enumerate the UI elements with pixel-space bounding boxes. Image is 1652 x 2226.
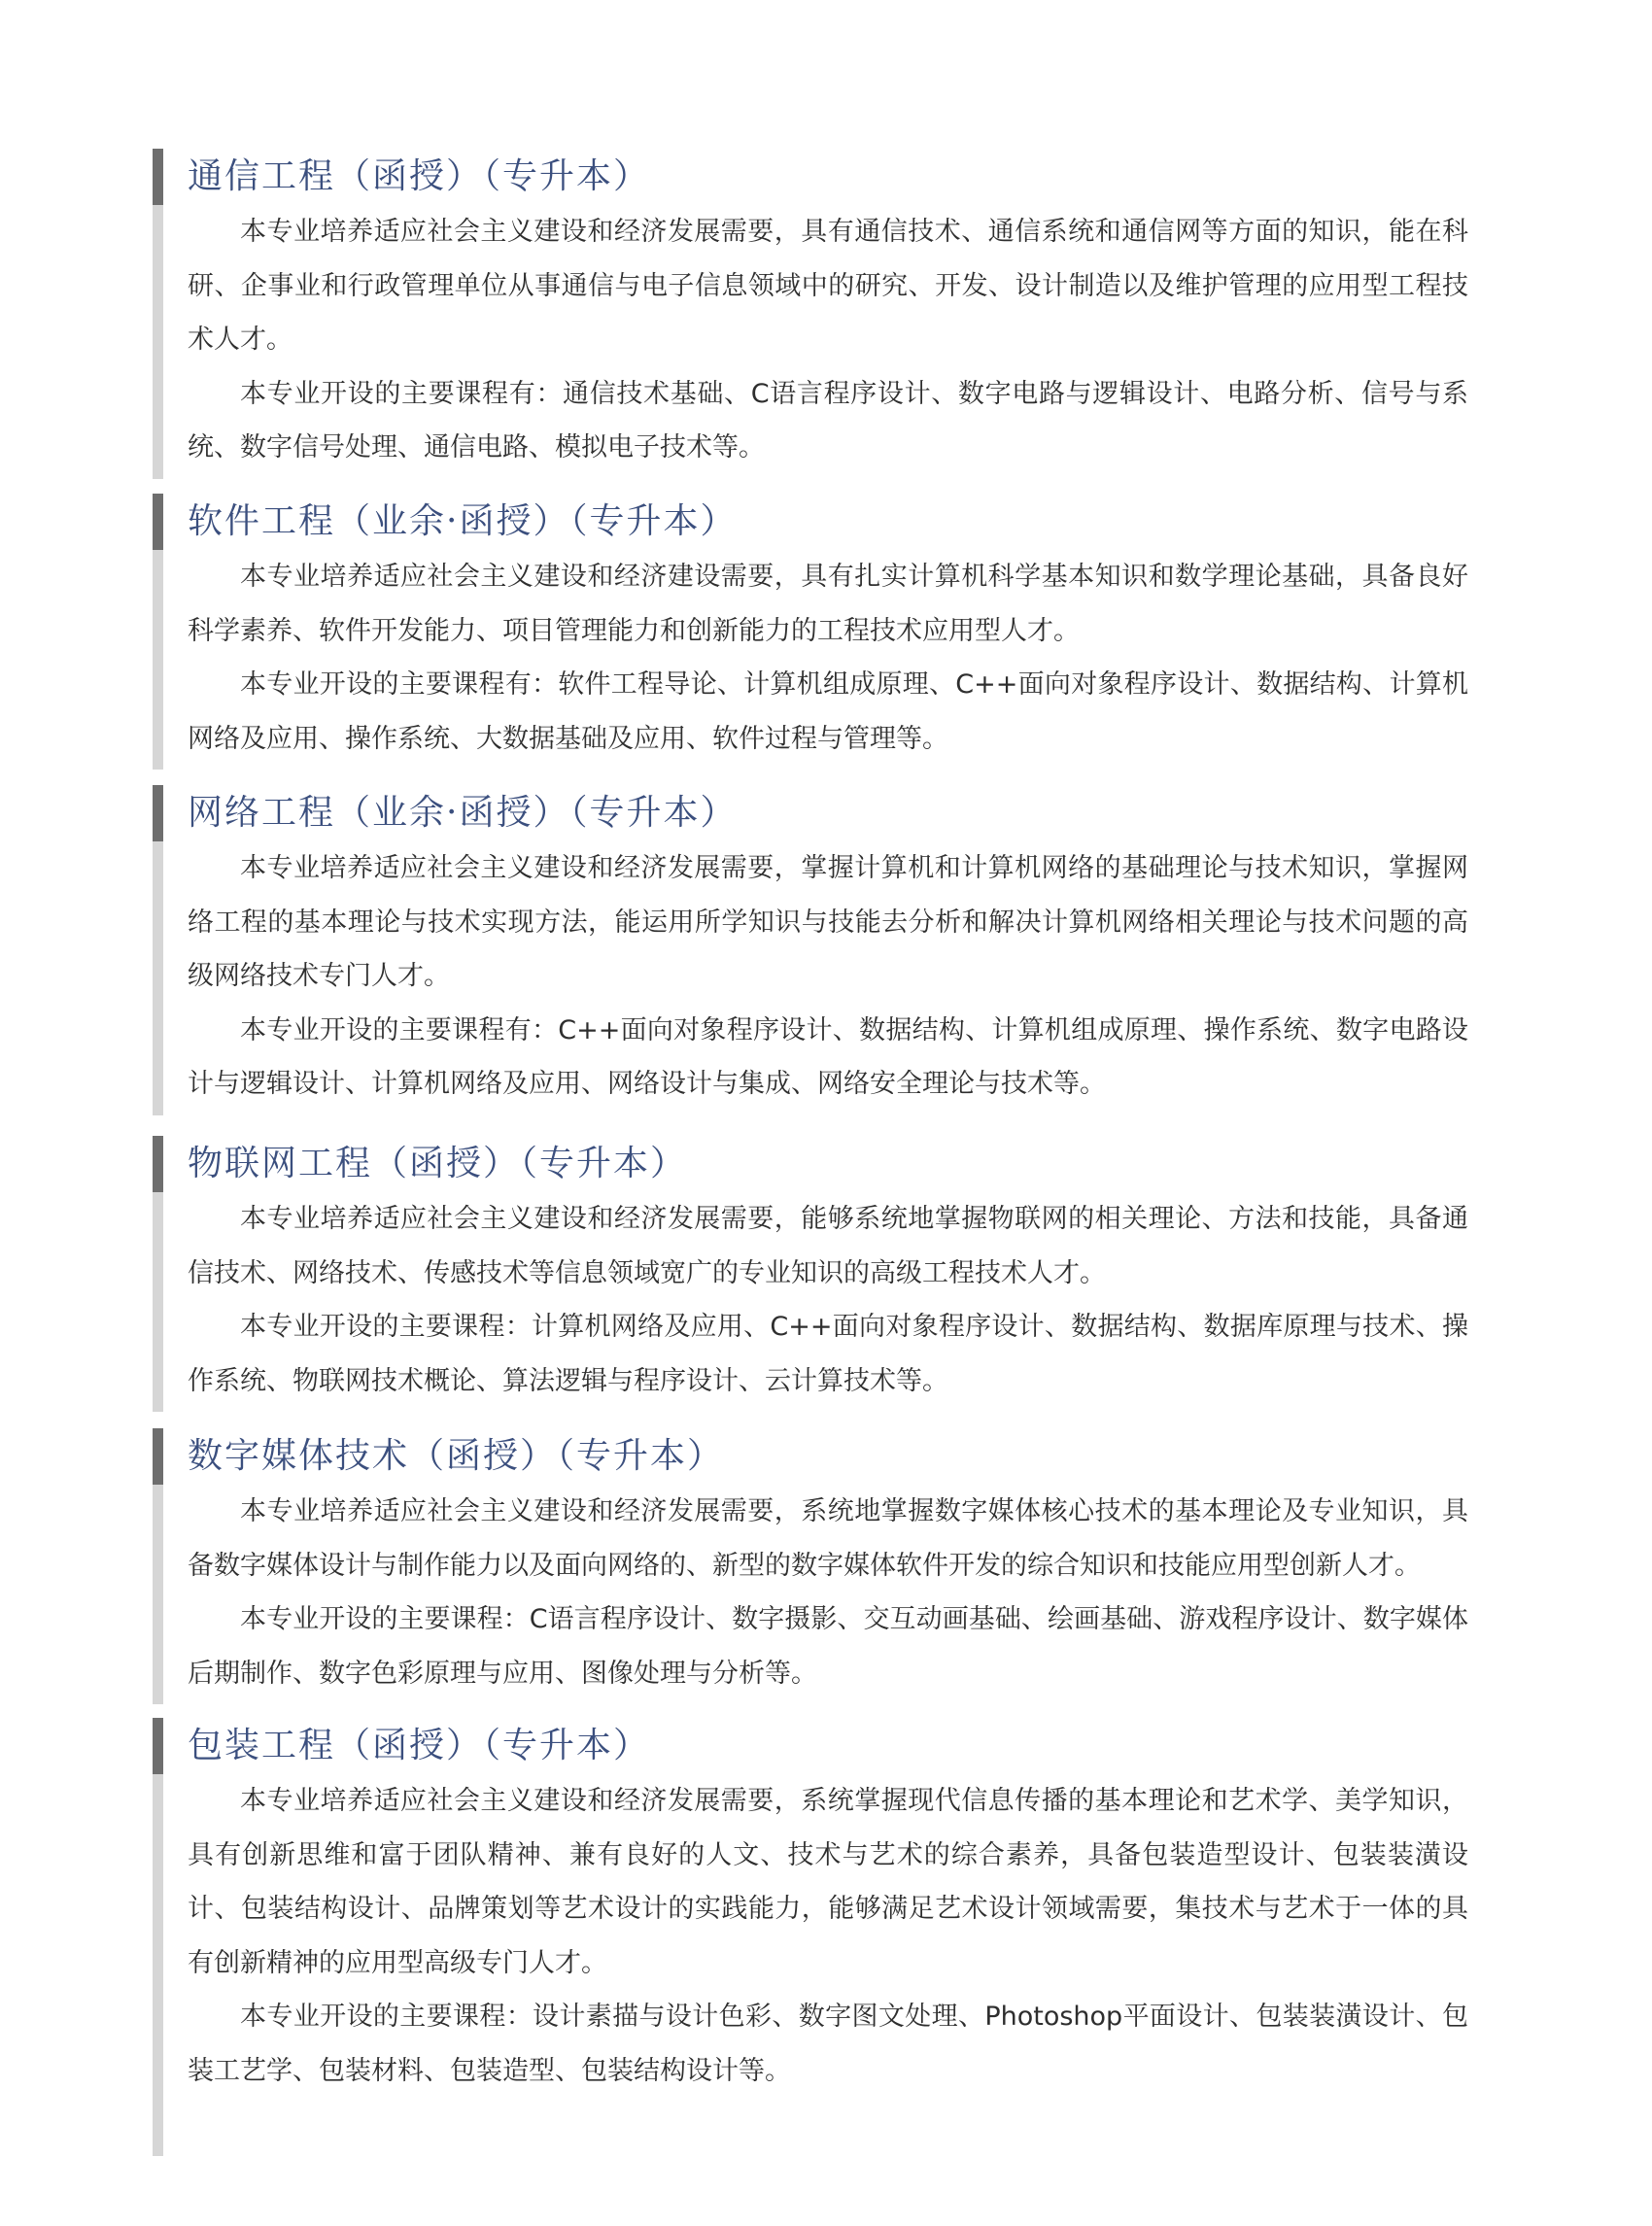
training-goal-paragraph: 本专业培养适应社会主义建设和经济发展需要，系统掌握现代信息传播的基本理论和艺术学、美学知识，具有创新思维和富于团队精神、兼有良好的人文、技术与艺术的综合素养，具备包装造型设计、包装装潢设计、包装结构设计、品牌策划等艺术设计的实践能力，能够满足艺术设计领域需要，集技术与艺术于一体的具有创新精神的应用型高级专门人才。 [188,1786,1468,1978]
training-goal-paragraph: 本专业培养适应社会主义建设和经济建设需要，具有扎实计算机科学基本知识和数学理论基础，具备良好科学素养、软件开发能力、项目管理能力和创新能力的工程技术应用型人才。 [188,562,1468,646]
main-courses-paragraph: 本专业开设的主要课程：计算机网络及应用、C++面向对象程序设计、数据结构、数据库原理与技术、操作系统、物联网技术概论、算法逻辑与程序设计、云计算技术等。 [188,1312,1468,1396]
training-goal-paragraph: 本专业培养适应社会主义建设和经济发展需要，具有通信技术、通信系统和通信网等方面的知识，能在科研、企事业和行政管理单位从事通信与电子信息领域中的研究、开发、设计制造以及维护管理的应用型工程技术人才。 [188,217,1468,355]
section-marker-bar [153,1136,163,1192]
section-side-bar [153,1485,163,1704]
main-courses-paragraph: 本专业开设的主要课程：C语言程序设计、数字摄影、交互动画基础、绘画基础、游戏程序设计、数字媒体后期制作、数字色彩原理与应用、图像处理与分析等。 [188,1604,1468,1689]
section-marker-bar [153,494,163,550]
section-title: 数字媒体技术（函授）（专升本） [188,1436,725,1476]
section-title: 包装工程（函授）（专升本） [188,1726,651,1765]
section-side-bar [153,1192,163,1412]
training-goal-paragraph: 本专业培养适应社会主义建设和经济发展需要，系统地掌握数字媒体核心技术的基本理论及专业知识，具备数字媒体设计与制作能力以及面向网络的、新型的数字媒体软件开发的综合知识和技能应用型创新人才。 [188,1496,1468,1581]
section-body [188,841,1468,1112]
main-courses-paragraph: 本专业开设的主要课程有：软件工程导论、计算机组成原理、C++面向对象程序设计、数据结构、计算机网络及应用、操作系统、大数据基础及应用、软件过程与管理等。 [188,669,1468,754]
section-title: 物联网工程（函授）（专升本） [188,1144,688,1183]
section-body [188,1485,1468,1700]
section-body [188,1774,1468,2098]
section-title: 通信工程（函授）（专升本） [188,156,651,196]
section-marker-bar [153,785,163,841]
section-marker-bar [153,1718,163,1774]
section-side-bar [153,205,163,479]
section-side-bar [153,1774,163,2156]
main-courses-paragraph: 本专业开设的主要课程有：C++面向对象程序设计、数据结构、计算机组成原理、操作系统、数字电路设计与逻辑设计、计算机网络及应用、网络设计与集成、网络安全理论与技术等。 [188,1014,1468,1099]
section-body [188,1192,1468,1408]
section-body [188,550,1468,766]
training-goal-paragraph: 本专业培养适应社会主义建设和经济发展需要，能够系统地掌握物联网的相关理论、方法和技能，具备通信技术、网络技术、传感技术等信息领域宽广的专业知识的高级工程技术人才。 [188,1204,1468,1288]
section-title: 软件工程（业余·函授）（专升本） [188,501,738,541]
section-side-bar [153,550,163,770]
main-courses-paragraph: 本专业开设的主要课程有：通信技术基础、C语言程序设计、数字电路与逻辑设计、电路分析、信号与系统、数字信号处理、通信电路、模拟电子技术等。 [188,378,1468,462]
section-side-bar [153,841,163,1115]
section-marker-bar [153,1428,163,1485]
main-courses-paragraph: 本专业开设的主要课程：设计素描与设计色彩、数字图文处理、Photoshop平面设计、包装装潢设计、包装工艺学、包装材料、包装造型、包装结构设计等。 [188,2002,1468,2086]
section-title: 网络工程（业余·函授）（专升本） [188,793,738,833]
section-marker-bar [153,149,163,205]
training-goal-paragraph: 本专业培养适应社会主义建设和经济发展需要，掌握计算机和计算机网络的基础理论与技术知识，掌握网络工程的基本理论与技术实现方法，能运用所学知识与技能去分析和解决计算机网络相关理论与技术问题的高级网络技术专门人才。 [188,853,1468,991]
section-body [188,205,1468,475]
